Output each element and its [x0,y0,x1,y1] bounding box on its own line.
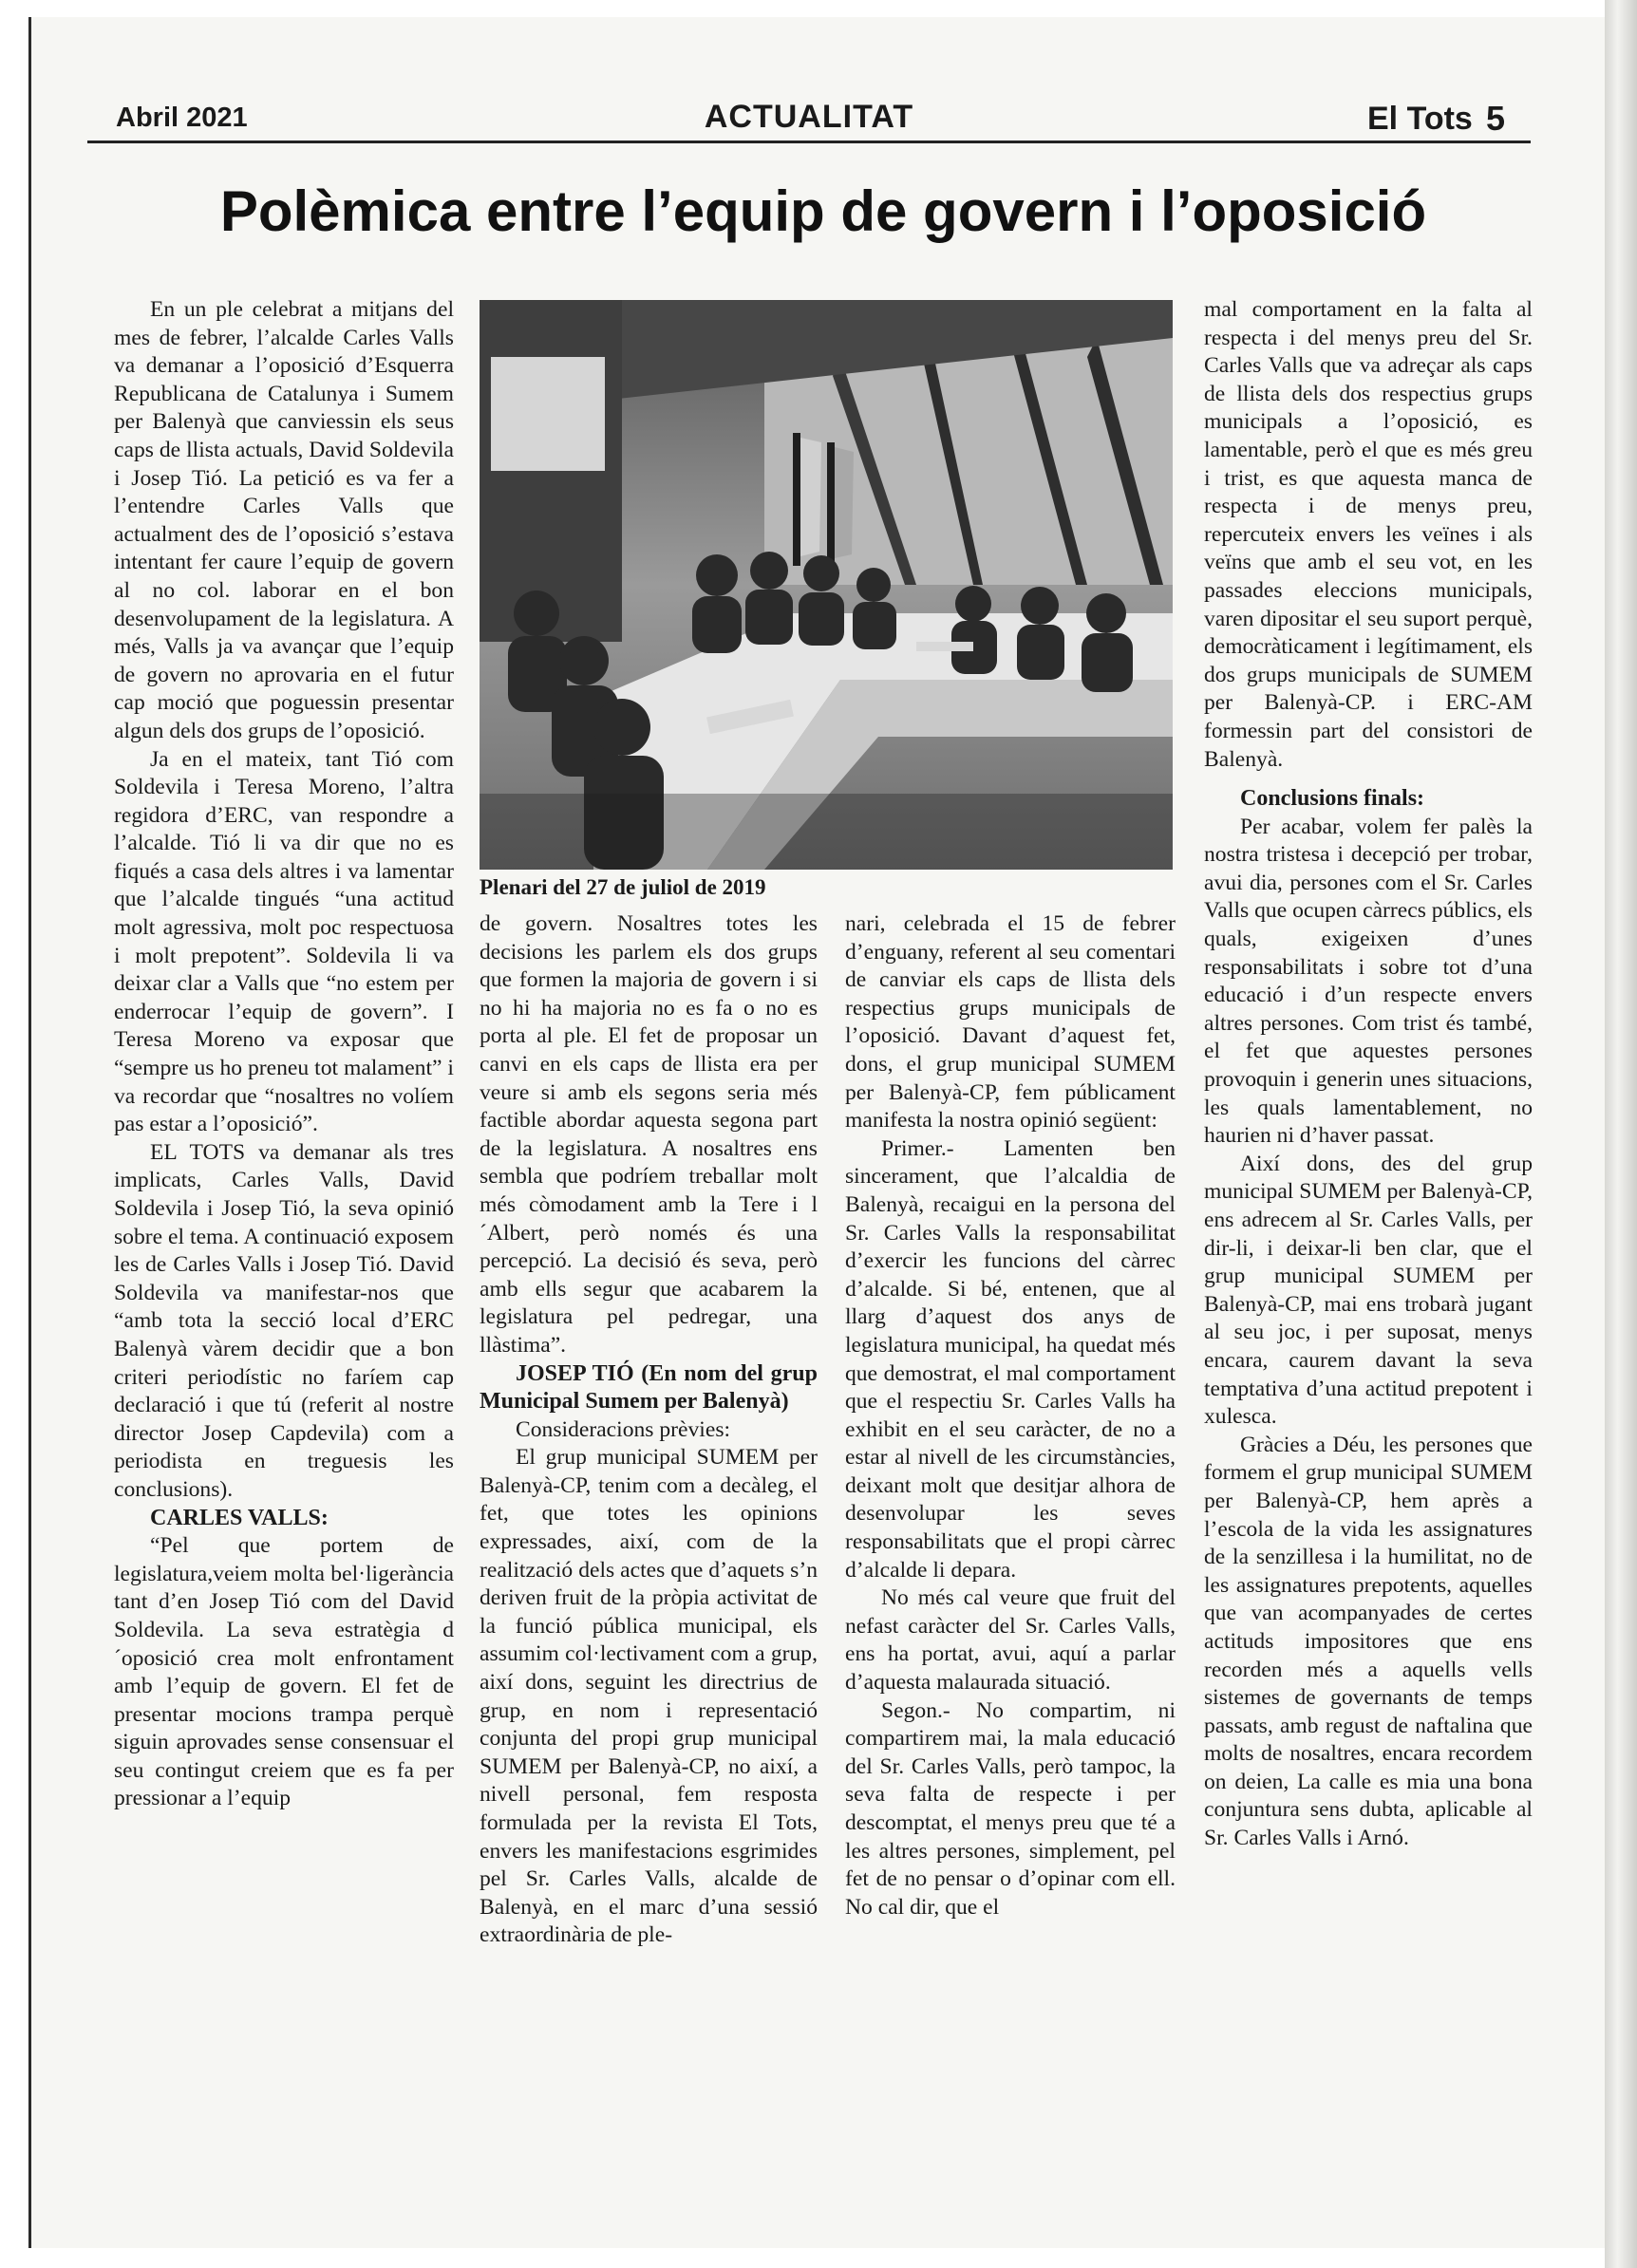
running-header [87,93,1531,143]
publication-name: El Tots [1367,101,1473,137]
article-column-4 [1204,296,1533,1853]
article-headline: Polèmica entre l’equip de govern i l’oposició [219,179,1427,243]
subheading-conclusions: Conclusions finals: [1240,786,1425,812]
article-column-1 [114,296,454,1813]
article-column-3 [845,910,1176,1921]
paragraph: Ja en el mateix, tant Tió com Soldevila i Teresa Moreno, l’altra regidora d’ERC, van respondre a l’alcalde. Tió li va dir que no es fiqués a casa dels altres i va lamentar que l’alcalde tingués “una actitud molt agressiva, molt poc respectuosa i molt prepotent”. Soldevila li va deixar clar a Valls que “no estem per enderrocar l’equip de govern”. I Teresa Moreno va exposar que “sempre us ho preneu tot malament” i va recordar que “nosaltres no volíem pas estar a l’oposició”. [114,746,454,1137]
paragraph: No més cal veure que fruit del nefast caràcter del Sr. Carles Valls, ens ha portat, avui, aquí a parlar d’aquesta malaurada situació. [845,1585,1176,1696]
subheading-carles-valls: CARLES VALLS: [150,1505,329,1530]
council-meeting-photo [480,300,1173,870]
issue-date: Abril 2021 [116,103,248,133]
section-title: ACTUALITAT [704,99,914,135]
paragraph: En un ple celebrat a mitjans del mes de febrer, l’alcalde Carles Valls va demanar a l’oposició d’Esquerra Republicana de Catalunya i Sumem per Balenyà que canviessin els seus caps de llista actuals, David Soldevila i Josep Tió. La petició es va fer a l’entendre Carles Valls que actualment des de l’oposició s’estava intentant fer caure l’equip de govern al no col. laborar en el bon desenvolupament de la legislatura. A més, Valls ja va avançar que l’equip de govern no aprovaria en el futur cap moció que poguessin presentar algun dels dos grups de l’oposició. [114,297,454,743]
paragraph: mal comportament en la falta al respecta i del menys preu del Sr. Carles Valls que va adreçar als caps de llista dels dos respectius grups municipals a l’oposició, es lamentable, però el que es més greu i trist, es que aquesta manca de respecta i de menys preu, repercuteix envers les veïnes i als veïns que amb el seu vot, en les passades eleccions municipals, varen dipositar el seu suport perquè, democràticament i legítimament, els dos grups municipals de SUMEM per Balenyà-CP. i ERC-AM formessin part del consistori de Balenyà. [1204,297,1533,772]
article-column-2 [480,910,818,1950]
paragraph: Primer.- Lamenten ben sincerament, que l’alcaldia de Balenyà, recaigui en la persona del Sr. Carles Valls la responsabilitat d’exercir les funcions del càrrec d’alcalde. Si bé, entenen, que al llarg d’aquest dos anys de legislatura municipal, ha quedat més que demostrat, el mal comportament que el respectiu Sr. Carles Valls ha exhibit en el seu caràcter, de no a estar al nivell de les circumstàncies, deixant molt que desitjar alhora de desenvolupar les seves responsabilitats que el propi càrrec d’alcalde li depara. [845,1135,1176,1583]
paragraph: Consideracions prèvies: [516,1416,731,1442]
paragraph: Segon.- No compartim, ni compartirem mai, la mala educació del Sr. Carles Valls, però tampoc, la seva falta de respecte i per descomptat, el menys preu que té a les altres persones, simplement, pel fet de no pensar o d’opinar com ell. No cal dir, que el [845,1697,1176,1920]
photo-illustration [480,300,1173,870]
paragraph: Per acabar, volem fer palès la nostra tristesa i decepció per trobar, avui dia, persones com el Sr. Carles Valls que ocupen càrrecs públics, els quals, exigeixen d’unes responsabilitats i sobre tot d’una educació i d’un respecte envers altres persones. Com trist és també, el fet que aquestes persones provoquin i generin unes situacions, les quals lamentablement, no haurien ni d’haver passat. [1204,814,1533,1149]
paragraph: nari, celebrada el 15 de febrer d’enguany, referent al seu comentari de canviar els caps de llista dels respectius grups municipals de l’oposició. Davant d’aquest fet, dons, el grup municipal SUMEM per Balenyà-CP, fem públicament manifesta la nostra opinió següent: [845,911,1176,1134]
page-spine-shadow [1605,0,1637,2268]
photo-caption: Plenari del 27 de juliol de 2019 [480,875,766,899]
paragraph: EL TOTS va demanar als tres implicats, Carles Valls, David Soldevila i Josep Tió, la seva opinió sobre el tema. A continuació exposem les de Carles Valls i Josep Tió. David Soldevila va manifestar-nos que “amb tota la secció local d’ERC Balenyà vàrem decidir que a bon criteri periodístic no faríem cap declaració i que tú (referit al nostre director Josep Capdevila) com a periodista en treguesis les conclusions). [114,1139,454,1502]
paragraph: Així dons, des del grup municipal SUMEM per Balenyà-CP, ens adrecem al Sr. Carles Valls, per dir-li, i deixar-li ben clar, que el grup municipal SUMEM per Balenyà-CP, mai ens trobarà jugant al seu joc, i per suposat, menys encara, caurem davant la seva temptativa d’una actitud prepotent i xulesca. [1204,1151,1534,1430]
page-number: 5 [1486,99,1506,138]
paragraph: Gràcies a Déu, les persones que formem el grup municipal SUMEM per Balenyà-CP, hem après a l’escola de la vida les assignatures de la senzillesa i la humilitat, no de les assignatures prepotents, aquelles que van acompanyades de certes actituds impositores que ens recorden més a aquells vells sistemes de governants de temps passats, amb regust de naftalina que molts de nosaltres, encara recordem on deien, La calle es mia una bona conjuntura sens dubta, aplicable al Sr. Carles Valls i Arnó. [1204,1432,1533,1851]
subheading-josep-tio: JOSEP TIÓ (En nom del grup Municipal Sumem per Balenyà) [480,1360,818,1415]
paragraph: “Pel que portem de legislatura,veiem molta bel·ligerància tant d’en Josep Tió com del David Soldevila. La seva estratègia d´oposició crea molt enfrontament amb l’equip de govern. El fet de presentar mocions trampa perquè siguin aprovades sense consensuar el seu contingut creiem que es fa per pressionar a l’equip [114,1533,454,1811]
paragraph: El grup municipal SUMEM per Balenyà-CP, tenim com a decàleg, el fet, que totes les opinions expressades, així, com de la realització dels actes que d’aquets s’n deriven fruit de la pròpia activitat de la funció pública municipal, els assumim col·lectivament com a grup, així dons, seguint les directrius de grup, en nom i representació conjunta del propi grup municipal SUMEM per Balenyà-CP, no així, a nivell personal, fem resposta formulada per la revista El Tots, envers les manifestacions esgrimides pel Sr. Carles Valls, alcalde de Balenyà, en el marc d’una sessió extraordinària de ple- [480,1445,818,1948]
paragraph: de govern. Nosaltres totes les decisions les parlem els dos grups que formen la majoria de govern i si no hi ha majoria no es fa o no es porta al ple. El fet de proposar un canvi en els caps de llista era per veure si amb els segons seria més factible abordar aquesta segona part de la legislatura. A nosaltres ens sembla que podríem treballar molt més còmodament amb la Tere i l´Albert, però només és una percepció. La decisió és seva, però amb ells segur que acabarem la legislatura pel pedregar, una llàstima”. [480,911,818,1358]
